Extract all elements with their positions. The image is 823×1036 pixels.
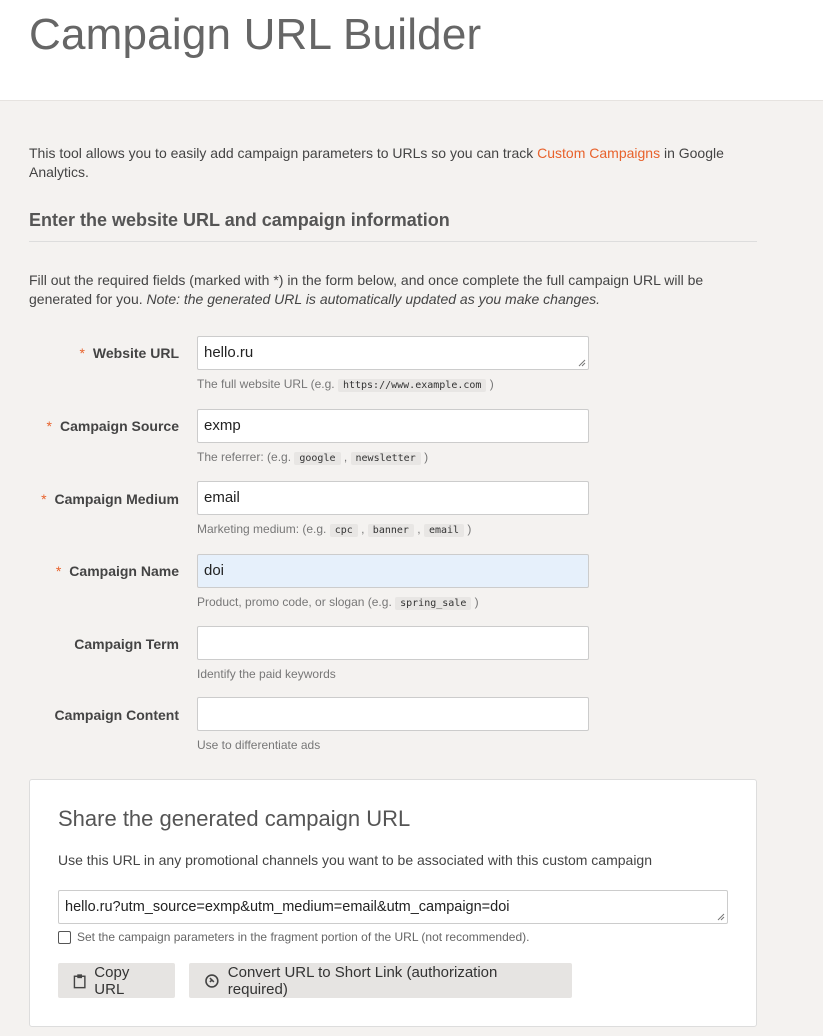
page-header (0, 0, 823, 101)
intro-text: This tool allows you to easily add campaign parameters to URLs so you can track Custom Campaigns in Google Analytics. (29, 145, 724, 180)
campaign-content-input[interactable] (197, 697, 589, 731)
campaign-name-hint: Product, promo code, or slogan (e.g. spring_sale ) (197, 595, 479, 609)
share-panel (29, 779, 757, 1027)
page-title: Campaign URL Builder (29, 10, 482, 59)
campaign-source-hint: The referrer: (e.g. google , newsletter ) (197, 450, 429, 464)
campaign-term-hint: Identify the paid keywords (197, 667, 336, 681)
generated-url-field[interactable]: hello.ru?utm_source=exmp&utm_medium=email&utm_campaign=doi (58, 890, 728, 924)
website-url-hint: The full website URL (e.g. https://www.example.com ) (197, 377, 494, 391)
instructions-text: Fill out the required fields (marked with *) in the form below, and once complete the full campaign URL will be generated for you. Note: the generated URL is automatically updated as you make changes. (29, 272, 704, 307)
campaign-name-input[interactable]: doi (197, 554, 589, 588)
campaign-term-label: Campaign Term (74, 636, 179, 652)
campaign-medium-label: * Campaign Medium (41, 491, 179, 507)
website-url-input[interactable]: hello.ru (197, 336, 589, 370)
link-shortener-icon (204, 973, 220, 989)
resize-handle-icon[interactable] (577, 358, 586, 367)
clipboard-icon (73, 973, 86, 989)
fragment-checkbox-row[interactable] (58, 930, 529, 944)
campaign-content-label: Campaign Content (54, 707, 179, 723)
resize-handle-icon[interactable] (716, 912, 725, 921)
share-title: Share the generated campaign URL (58, 806, 411, 831)
campaign-medium-input[interactable]: email (197, 481, 589, 515)
campaign-term-input[interactable] (197, 626, 589, 660)
campaign-source-input[interactable]: exmp (197, 409, 589, 443)
campaign-source-label: * Campaign Source (46, 418, 179, 434)
convert-short-link-button[interactable]: Convert URL to Short Link (authorization required) (189, 963, 572, 998)
custom-campaigns-link[interactable]: Custom Campaigns (537, 145, 661, 161)
copy-url-button[interactable]: Copy URL (58, 963, 175, 998)
fragment-checkbox[interactable] (58, 931, 71, 944)
campaign-medium-hint: Marketing medium: (e.g. cpc , banner , email ) (197, 522, 472, 536)
campaign-content-hint: Use to differentiate ads (197, 738, 321, 752)
website-url-label: * Website URL (79, 345, 179, 361)
fragment-checkbox-label: Set the campaign parameters in the fragment portion of the URL (not recommended). (77, 930, 530, 944)
campaign-name-label: * Campaign Name (55, 563, 179, 579)
section-title: Enter the website URL and campaign information (29, 210, 757, 242)
share-description: Use this URL in any promotional channels you want to be associated with this custom campaign (58, 852, 653, 868)
